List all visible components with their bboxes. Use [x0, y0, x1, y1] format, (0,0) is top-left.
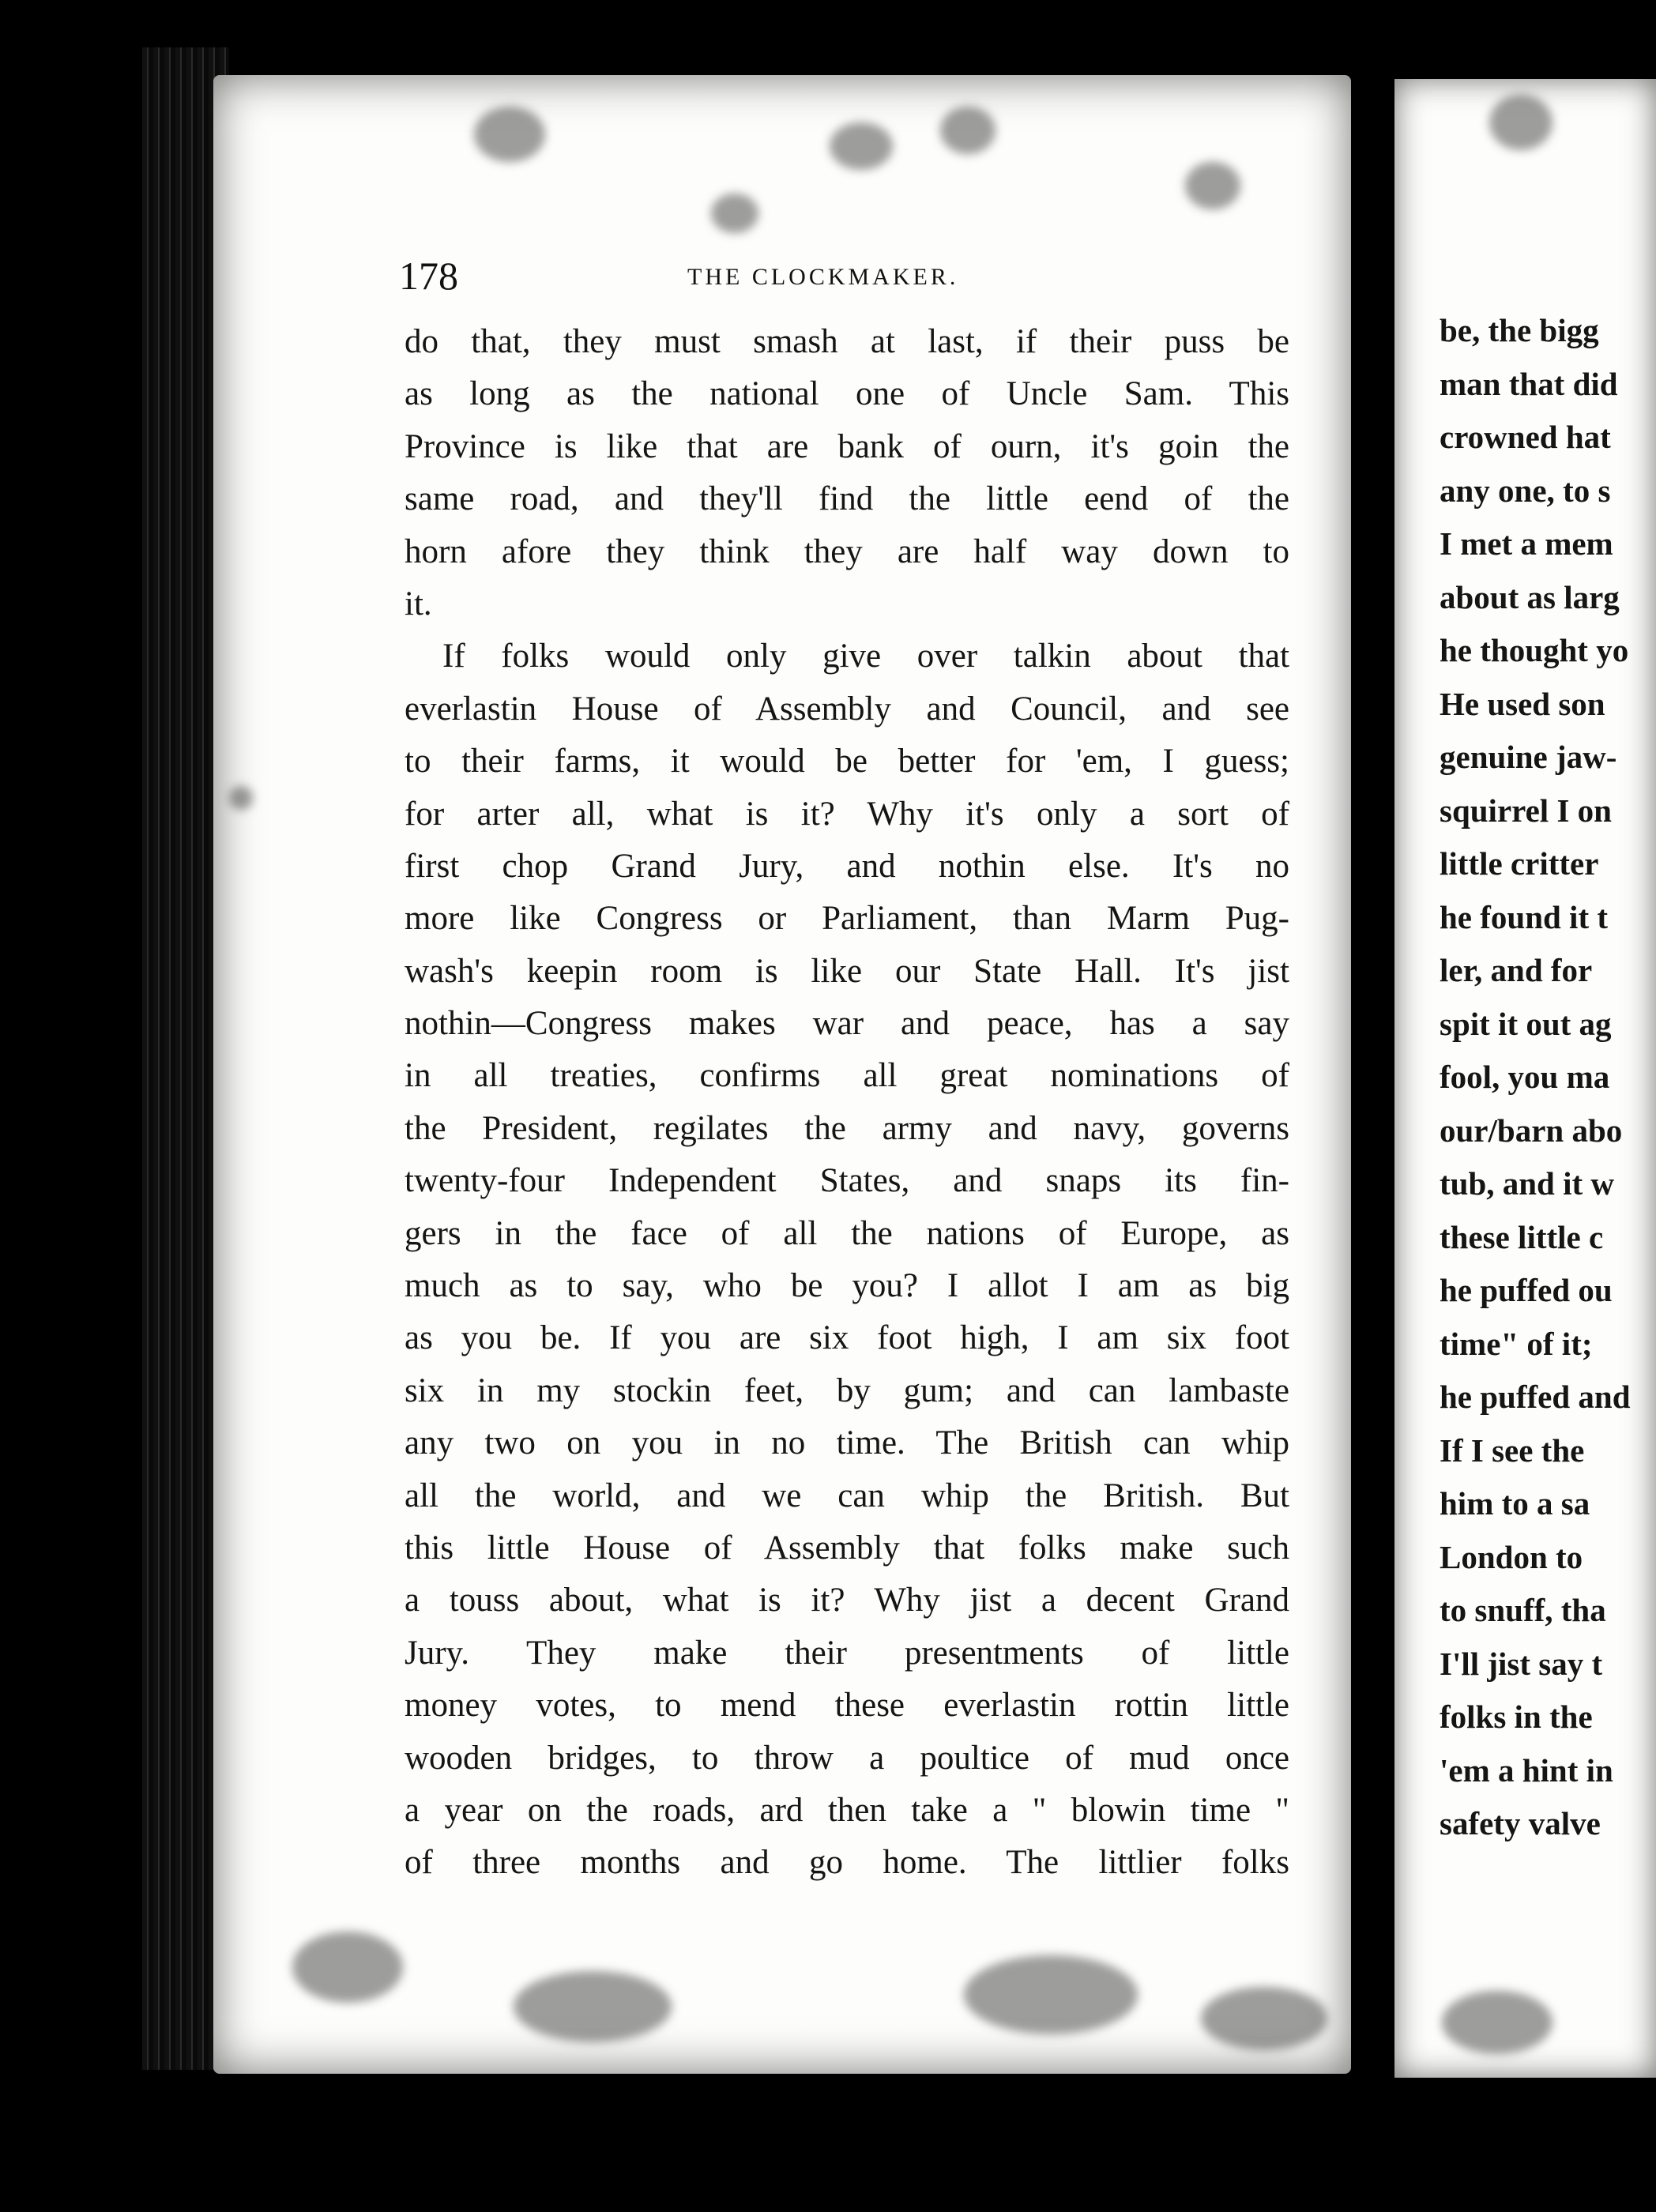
text-line: be, the bigg: [1440, 312, 1599, 348]
text-line: gers in the face of all the nations of Europe, as: [405, 1214, 1289, 1252]
stain: [1201, 1987, 1327, 2050]
text-line: do that, they must smash at last, if their puss be: [405, 323, 1289, 360]
text-line: twenty-four Independent States, and snaps its fin-: [405, 1162, 1289, 1200]
text-line: in all treaties, confirms all great nominations of: [405, 1057, 1289, 1095]
text-line: first chop Grand Jury, and nothin else. It's no: [405, 847, 1289, 885]
text-line: squirrel I on: [1440, 792, 1612, 829]
text-line: London to: [1440, 1538, 1583, 1575]
text-line: Province is like that are bank of ourn, it's goin the: [405, 427, 1289, 465]
text-line: I'll jist say t: [1440, 1645, 1603, 1682]
text-line: about as larg: [1440, 578, 1620, 615]
stain: [514, 1971, 672, 2042]
text-line: he puffed and: [1440, 1379, 1631, 1415]
left-page-body: [405, 316, 1289, 1890]
text-line: little critter: [1440, 845, 1599, 882]
text-line: all the world, and we can whip the British. But: [405, 1477, 1289, 1514]
running-head: THE CLOCKMAKER.: [687, 264, 959, 290]
text-line: spit it out ag: [1440, 1005, 1612, 1042]
text-line: a touss about, what is it? Why jist a decent Grand: [405, 1582, 1289, 1620]
text-line: as long as the national one of Uncle Sam. This: [405, 375, 1289, 413]
text-line: fool, you ma: [1440, 1059, 1610, 1095]
text-line: 'em a hint in: [1440, 1751, 1613, 1789]
stain: [229, 786, 253, 810]
text-line: tub, and it w: [1440, 1165, 1615, 1202]
text-line: this little House of Assembly that folks make such: [405, 1529, 1289, 1567]
text-line: it.: [405, 585, 432, 623]
text-line: he puffed ou: [1440, 1272, 1613, 1308]
text-line: wooden bridges, to throw a poultice of mud once: [405, 1739, 1289, 1777]
text-line: to snuff, tha: [1440, 1592, 1606, 1628]
stain: [830, 122, 893, 170]
stain: [1185, 162, 1240, 209]
page-number: 178: [399, 254, 458, 298]
text-line: he found it t: [1440, 898, 1609, 935]
text-line: time" of it;: [1440, 1325, 1593, 1362]
stain: [940, 107, 995, 154]
text-line: of three months and go home. The littlier folks: [405, 1844, 1289, 1882]
text-line: Jury. They make their presentments of little: [405, 1634, 1289, 1672]
text-line: He used son: [1440, 685, 1605, 722]
text-line: nothin—Congress makes war and peace, has a say: [405, 1005, 1289, 1043]
text-line: to their farms, it would be better for 'em, I guess;: [405, 743, 1289, 781]
stain: [711, 194, 758, 233]
text-line: as you be. If you are six foot high, I am six foot: [405, 1319, 1289, 1357]
text-line: everlastin House of Assembly and Council, and see: [405, 690, 1289, 728]
text-line: for arter all, what is it? Why it's only a sort of: [405, 795, 1289, 833]
text-line: wash's keepin room is like our State Hall. It's jist: [405, 952, 1289, 990]
book-gutter: [1351, 47, 1398, 2101]
text-line: any one, to s: [1440, 472, 1611, 509]
text-line: ler, and for: [1440, 952, 1593, 988]
text-line: more like Congress or Parliament, than Marm Pug-: [405, 900, 1289, 938]
text-line: safety valve: [1440, 1805, 1601, 1841]
text-line: a year on the roads, ard then take a " blowin time ": [405, 1791, 1289, 1829]
text-line: these little c: [1440, 1218, 1604, 1255]
text-line: much as to say, who be you? I allot I am as big: [405, 1267, 1289, 1305]
text-line: horn afore they think they are half way down to: [405, 532, 1289, 570]
text-line: crowned hat: [1440, 419, 1611, 455]
text-line: any two on you in no time. The British can whip: [405, 1424, 1289, 1462]
text-line: same road, and they'll find the little eend of the: [405, 480, 1289, 518]
stain: [474, 107, 545, 162]
stain: [292, 1932, 403, 2003]
text-line: folks in the: [1440, 1698, 1593, 1735]
text-line: him to a sa: [1440, 1485, 1590, 1522]
text-line: If folks would only give over talkin about that: [442, 638, 1289, 675]
text-line: If I see the: [1440, 1431, 1585, 1469]
text-line: six in my stockin feet, by gum; and can lambaste: [405, 1371, 1289, 1409]
right-page-body: [1440, 304, 1656, 1851]
text-line: money votes, to mend these everlastin rottin little: [405, 1687, 1289, 1725]
text-line: I met a mem: [1440, 525, 1613, 562]
stain: [1442, 1991, 1552, 2054]
text-line: genuine jaw-: [1440, 739, 1617, 775]
text-line: our/barn abo: [1440, 1112, 1623, 1149]
stain: [1489, 95, 1552, 150]
text-line: man that did: [1440, 365, 1618, 402]
page-header: [399, 253, 1308, 300]
text-line: he thought yo: [1440, 632, 1629, 668]
stain: [964, 1955, 1138, 2034]
text-line: the President, regilates the army and navy, governs: [405, 1109, 1289, 1147]
